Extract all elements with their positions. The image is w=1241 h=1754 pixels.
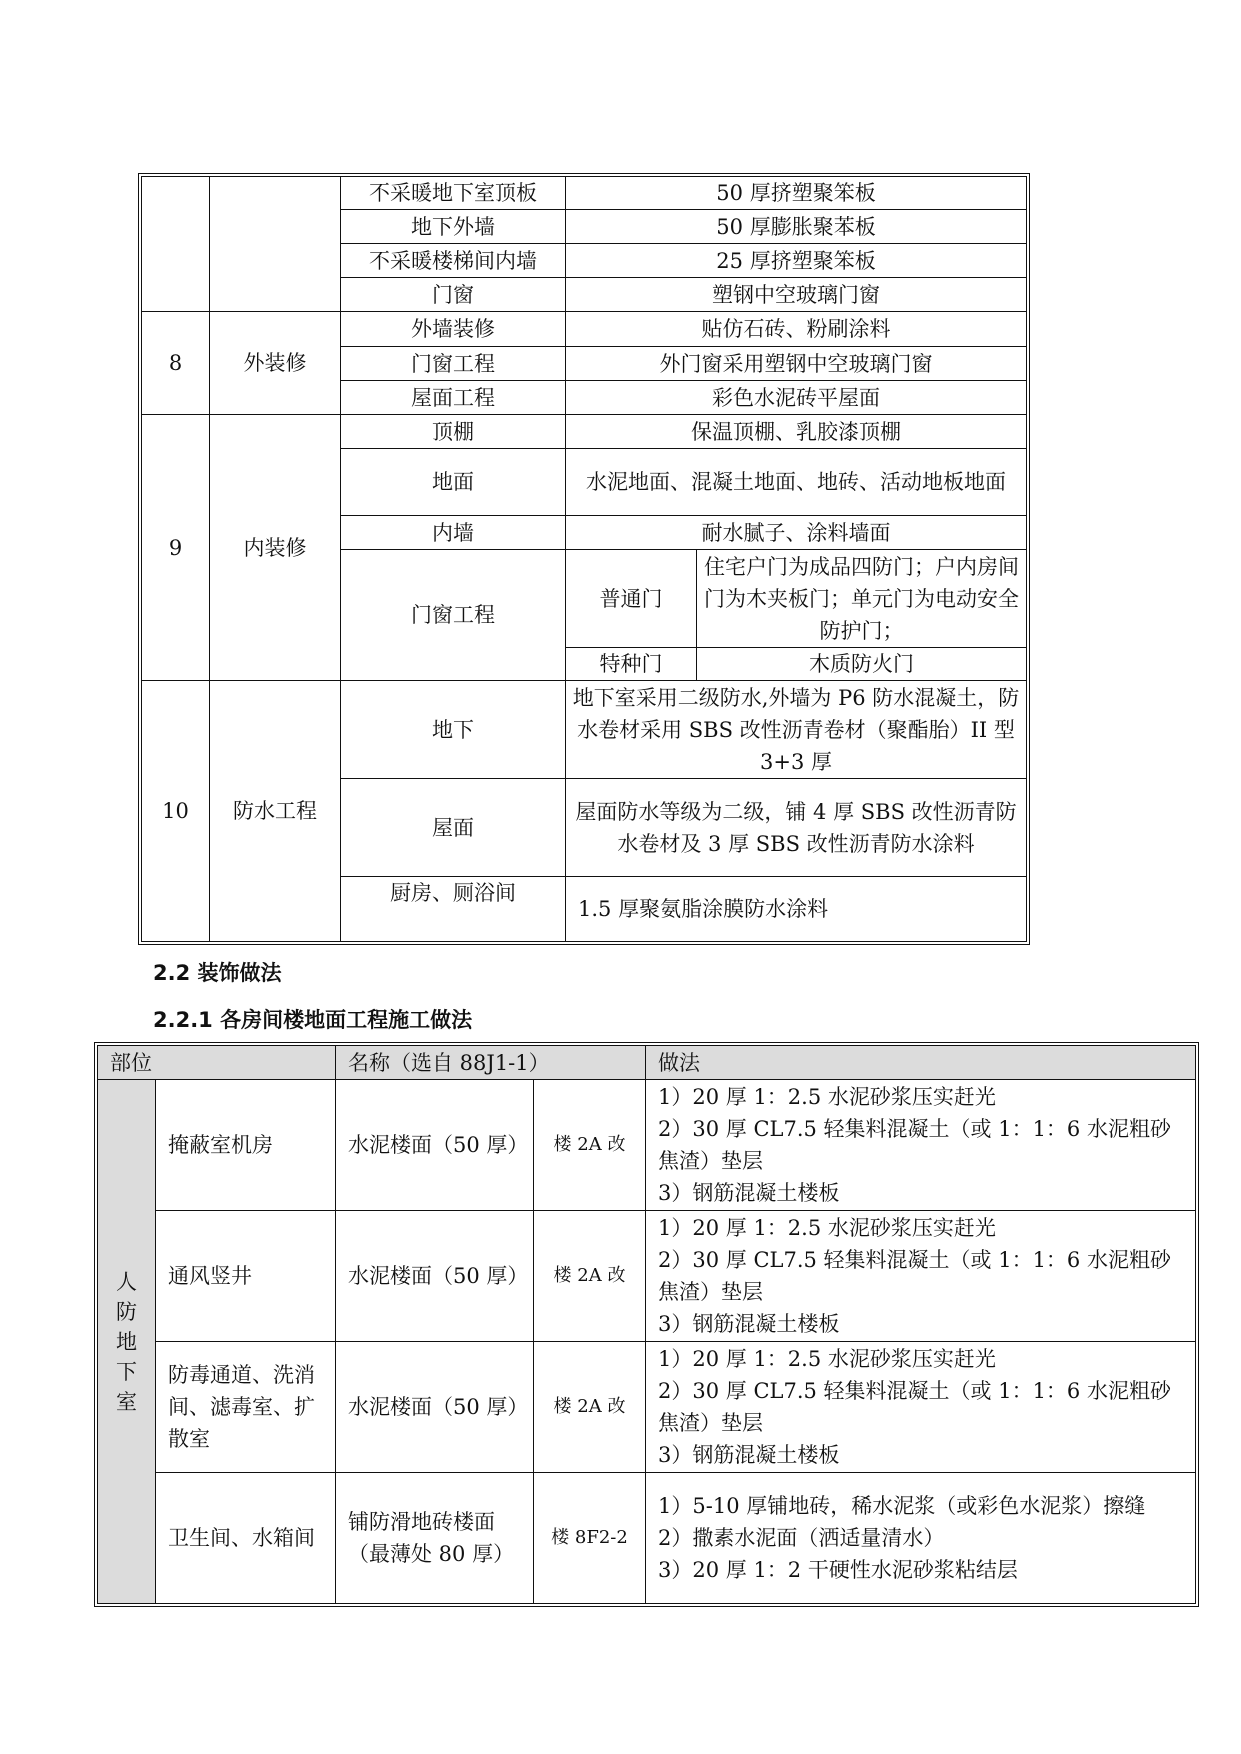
code-cell: 楼 8F2-2 [534,1473,646,1604]
detail-cell: 50 厚挤塑聚笨板 [566,177,1027,210]
method-step: 2）撒素水泥面（洒适量清水） [658,1526,945,1550]
item-cell: 内墙 [341,516,566,550]
section-heading: 2.2 装饰做法 [153,961,282,985]
detail-cell: 彩色水泥砖平屋面 [566,381,1027,415]
item-cell: 顶棚 [341,415,566,449]
group-char: 下 [116,1359,137,1384]
door-type-cell: 普通门 [566,550,697,648]
item-cell: 屋面工程 [341,381,566,415]
floor-construction-table [97,1045,1196,1604]
item-cell: 地面 [341,449,566,516]
item-cell: 门窗工程 [341,550,566,681]
detail-cell: 25 厚挤塑聚笨板 [566,244,1027,278]
detail-cell: 水泥地面、混凝土地面、地砖、活动地板地面 [566,449,1027,516]
group-cell [98,1080,156,1604]
item-cell: 外墙装修 [341,312,566,347]
section-number-cell: 10 [142,681,210,942]
door-type-cell: 特种门 [566,648,697,681]
room-cell: 卫生间、水箱间 [156,1473,336,1604]
door-detail-cell: 住宅户门为成品四防门；户内房间门为木夹板门；单元门为电动安全防护门； [697,550,1027,648]
section-number-cell: 9 [142,415,210,681]
detail-cell: 地下室采用二级防水,外墙为 P6 防水混凝土，防水卷材采用 SBS 改性沥青卷材（聚酯胎）II 型 3+3 厚 [566,681,1027,779]
item-cell: 不采暖楼梯间内墙 [341,244,566,278]
method-step: 1）20 厚 1：2.5 水泥砂浆压实赶光 [658,1216,996,1240]
name-cell: 铺防滑地砖楼面（最薄处 80 厚） [336,1473,534,1604]
section-number-cell [142,177,210,312]
item-cell: 屋面 [341,779,566,877]
detail-cell: 耐水腻子、涂料墙面 [566,516,1027,550]
detail-cell: 屋面防水等级为二级，铺 4 厚 SBS 改性沥青防水卷材及 3 厚 SBS 改性沥青防水涂料 [566,779,1027,877]
method-step: 1）20 厚 1：2.5 水泥砂浆压实赶光 [658,1347,996,1371]
item-cell: 门窗工程 [341,347,566,381]
code-cell: 楼 2A 改 [534,1342,646,1473]
detail-cell: 1.5 厚聚氨脂涂膜防水涂料 [566,877,1027,942]
method-step: 2）30 厚 CL7.5 轻集料混凝土（或 1：1：6 水泥粗砂焦渣）垫层 [658,1248,1171,1304]
room-cell: 通风竖井 [156,1211,336,1342]
detail-cell: 塑钢中空玻璃门窗 [566,278,1027,312]
method-step: 1）5-10 厚铺地砖，稀水泥浆（或彩色水泥浆）擦缝 [658,1494,1146,1518]
detail-cell: 保温顶棚、乳胶漆顶棚 [566,415,1027,449]
door-detail-cell: 木质防火门 [697,648,1027,681]
item-cell: 厨房、厕浴间 [341,877,566,942]
section-name-cell [210,177,341,312]
method-cell [646,1080,1196,1211]
method-cell [646,1211,1196,1342]
name-cell: 水泥楼面（50 厚） [336,1342,534,1473]
room-cell: 掩蔽室机房 [156,1080,336,1211]
method-step: 3）钢筋混凝土楼板 [658,1443,840,1467]
room-cell: 防毒通道、洗消间、滤毒室、扩散室 [156,1342,336,1473]
method-cell [646,1473,1196,1604]
group-char: 人 [116,1269,137,1294]
header-method: 做法 [646,1046,1196,1080]
header-name: 名称（选自 88J1-1） [336,1046,646,1080]
section-name-cell: 防水工程 [210,681,341,942]
detail-cell: 贴仿石砖、粉刷涂料 [566,312,1027,347]
method-step: 3）钢筋混凝土楼板 [658,1312,840,1336]
detail-cell: 50 厚膨胀聚苯板 [566,210,1027,244]
section-number-cell: 8 [142,312,210,415]
name-cell: 水泥楼面（50 厚） [336,1211,534,1342]
method-cell [646,1342,1196,1473]
method-step: 1）20 厚 1：2.5 水泥砂浆压实赶光 [658,1085,996,1109]
header-location: 部位 [98,1046,336,1080]
name-cell: 水泥楼面（50 厚） [336,1080,534,1211]
code-cell: 楼 2A 改 [534,1211,646,1342]
method-step: 3）20 厚 1：2 干硬性水泥砂浆粘结层 [658,1558,1018,1582]
section-name-cell: 内装修 [210,415,341,681]
group-char: 室 [116,1389,137,1414]
code-cell: 楼 2A 改 [534,1080,646,1211]
item-cell: 门窗 [341,278,566,312]
item-cell: 地下外墙 [341,210,566,244]
item-cell: 地下 [341,681,566,779]
section-name-cell: 外装修 [210,312,341,415]
detail-cell: 外门窗采用塑钢中空玻璃门窗 [566,347,1027,381]
group-char: 防 [116,1299,137,1324]
method-step: 3）钢筋混凝土楼板 [658,1181,840,1205]
method-step: 2）30 厚 CL7.5 轻集料混凝土（或 1：1：6 水泥粗砂焦渣）垫层 [658,1117,1171,1173]
item-cell: 不采暖地下室顶板 [341,177,566,210]
subsection-heading: 2.2.1 各房间楼地面工程施工做法 [153,1008,473,1032]
method-step: 2）30 厚 CL7.5 轻集料混凝土（或 1：1：6 水泥粗砂焦渣）垫层 [658,1379,1171,1435]
group-char: 地 [116,1329,137,1354]
construction-spec-table [141,176,1027,942]
